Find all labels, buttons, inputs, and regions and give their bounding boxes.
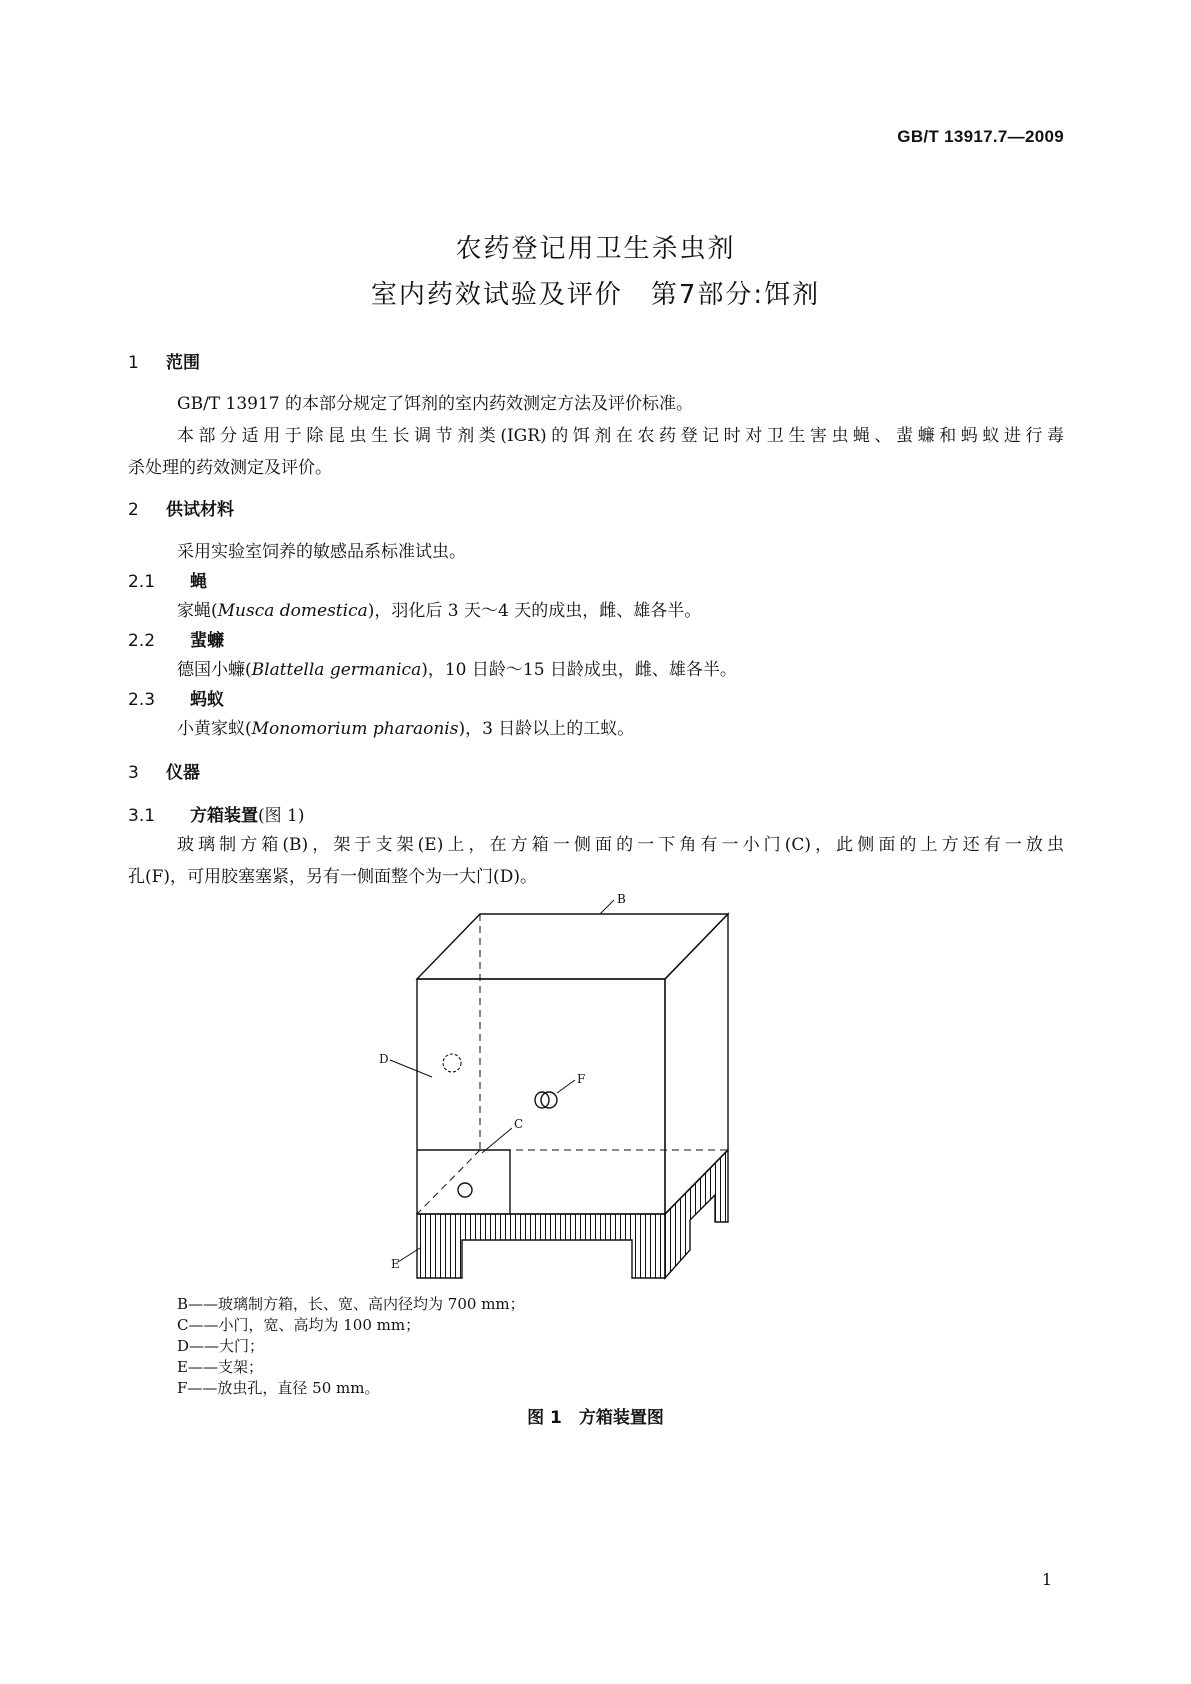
leader-B <box>600 900 614 914</box>
latin-name: Monomorium pharaonis <box>251 719 459 739</box>
section-2-paragraph: 采用实验室饲养的敏感品系标准试虫。 <box>177 542 466 562</box>
legend-item-C: C——小门，宽、高均为 100 mm； <box>177 1316 421 1334</box>
label-F: F <box>577 1072 586 1086</box>
small-door-knob <box>458 1183 472 1197</box>
text-pre: 德国小蠊( <box>177 660 252 680</box>
subsection-3-1-line-2: 孔(F)，可用胶塞塞紧，另有一侧面整个为一大门(D)。 <box>128 867 537 887</box>
subsection-title: 蝇 <box>190 572 207 592</box>
subsection-number: 2.2 <box>128 631 156 651</box>
subsection-number: 2.1 <box>128 572 156 592</box>
subsection-title: 方箱装置 <box>190 806 258 826</box>
latin-name: Musca domestica <box>217 601 368 621</box>
text-post: )，3 日龄以上的工蚁。 <box>458 719 635 739</box>
text-post: )，羽化后 3 天～4 天的成虫，雌、雄各半。 <box>367 601 702 621</box>
section-1-paragraph-2-line-2: 杀处理的药效测定及评价。 <box>128 458 332 478</box>
text-post: )，10 日龄～15 日龄成虫，雌、雄各半。 <box>421 660 737 680</box>
section-number: 1 <box>128 353 139 373</box>
big-door-handle <box>443 1054 461 1072</box>
latin-name: Blattella germanica <box>251 660 422 680</box>
label-E: E <box>391 1257 400 1271</box>
section-title: 范围 <box>166 353 200 373</box>
text-pre: 家蝇( <box>177 601 218 621</box>
box-top-face <box>417 914 728 979</box>
section-number: 2 <box>128 500 139 520</box>
subsection-title: 蚂蚁 <box>190 690 224 710</box>
hidden-diagonal-edge <box>417 1150 480 1214</box>
section-title: 供试材料 <box>166 500 234 520</box>
section-title: 仪器 <box>166 763 200 783</box>
section-1-paragraph-2-line-1: 本部分适用于除昆虫生长调节剂类(IGR)的饵剂在农药登记时对卫生害虫蝇、蜚蠊和蚂蚁进行毒 <box>177 426 1064 446</box>
section-number: 3 <box>128 763 139 783</box>
legend-item-B: B——玻璃制方箱，长、宽、高内径均为 700 mm； <box>177 1295 525 1313</box>
subsection-3-1-line-1: 玻璃制方箱(B)，架于支架(E)上，在方箱一侧面的一下角有一小门(C)，此侧面的上方还有一放虫 <box>177 835 1064 855</box>
leader-D <box>390 1060 432 1077</box>
label-B: B <box>617 892 626 906</box>
label-C: C <box>514 1117 524 1131</box>
subsection-title: 蜚蠊 <box>190 631 224 651</box>
subsection-number: 2.3 <box>128 690 156 710</box>
document-title-line1: 农药登记用卫生杀虫剂 <box>455 234 736 264</box>
document-title-line2: 室内药效试验及评价 第7部分:饵剂 <box>370 280 821 310</box>
leader-F <box>557 1080 575 1093</box>
text-pre: 小黄家蚁( <box>177 719 252 739</box>
release-hole-inner <box>535 1092 549 1108</box>
standard-code: GB/T 13917.7—2009 <box>897 127 1064 146</box>
leader-C <box>482 1128 512 1153</box>
subsection-number: 3.1 <box>128 806 156 826</box>
section-1-paragraph-1: GB/T 13917 的本部分规定了饵剂的室内药效测定方法及评价标准。 <box>177 394 694 414</box>
box-front-face <box>417 979 665 1214</box>
label-D: D <box>379 1052 389 1066</box>
stand-side <box>665 1150 728 1278</box>
page-number: 1 <box>1041 1570 1052 1589</box>
figure-caption: 图 1 方箱装置图 <box>527 1408 664 1428</box>
small-door <box>417 1150 510 1214</box>
legend-item-F: F——放虫孔，直径 50 mm。 <box>177 1379 380 1397</box>
legend-item-E: E——支架； <box>177 1358 263 1376</box>
figure-reference: (图 1) <box>258 806 305 826</box>
stand-front <box>417 1214 665 1278</box>
legend-item-D: D——大门； <box>177 1337 265 1355</box>
